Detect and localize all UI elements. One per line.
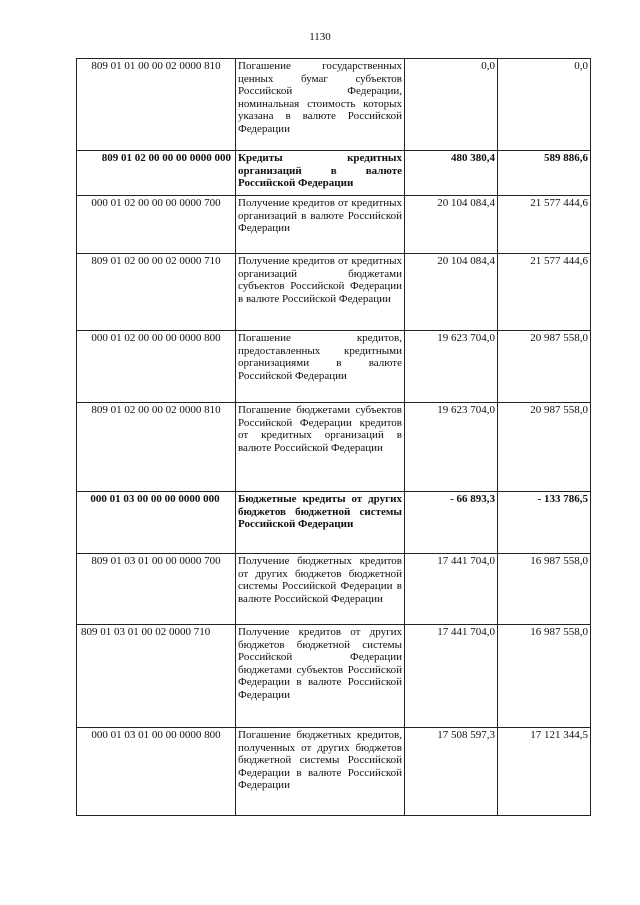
budget-code-cell: 000 01 03 00 00 00 0000 000 bbox=[77, 492, 236, 554]
budget-code-cell: 809 01 01 00 00 02 0000 810 bbox=[77, 59, 236, 151]
budget-code-cell: 000 01 02 00 00 00 0000 700 bbox=[77, 196, 236, 254]
table-row bbox=[77, 254, 591, 331]
value-year-2-cell: 20 987 558,0 bbox=[498, 403, 591, 492]
value-year-1-cell: 20 104 084,4 bbox=[405, 254, 498, 331]
budget-sources-table bbox=[76, 58, 591, 816]
value-year-1-cell: 17 441 704,0 bbox=[405, 554, 498, 625]
row-name-cell: Получение кредитов от других бюджетов бюджетной системы Российской Федерации бюджетами субъектов Российской Федерации в валюте Российской Федерации bbox=[236, 625, 405, 728]
value-year-1-cell: 17 508 597,3 bbox=[405, 728, 498, 816]
table-row bbox=[77, 492, 591, 554]
table-row bbox=[77, 196, 591, 254]
table-row bbox=[77, 403, 591, 492]
table-row bbox=[77, 625, 591, 728]
row-name-cell: Погашение бюджетных кредитов, полученных от других бюджетов бюджетной системы Российской Федерации в валюте Российской Федерации bbox=[236, 728, 405, 816]
budget-code-cell: 809 01 03 01 00 02 0000 710 bbox=[77, 625, 236, 728]
row-name-cell: Получение бюджетных кредитов от других бюджетов бюджетной системы Российской Федерации в валюте Российской Федерации bbox=[236, 554, 405, 625]
budget-code-cell: 000 01 03 01 00 00 0000 800 bbox=[77, 728, 236, 816]
value-year-1-cell: 19 623 704,0 bbox=[405, 331, 498, 403]
row-name-cell: Получение кредитов от кредитных организаций в валюте Российской Федерации bbox=[236, 196, 405, 254]
page-number: 1130 bbox=[309, 31, 331, 43]
budget-code-cell: 809 01 02 00 00 02 0000 810 bbox=[77, 403, 236, 492]
value-year-2-cell: 589 886,6 bbox=[498, 151, 591, 196]
table-row bbox=[77, 728, 591, 816]
value-year-1-cell: 19 623 704,0 bbox=[405, 403, 498, 492]
value-year-1-cell: 0,0 bbox=[405, 59, 498, 151]
value-year-2-cell: 16 987 558,0 bbox=[498, 625, 591, 728]
budget-code-cell: 000 01 02 00 00 00 0000 800 bbox=[77, 331, 236, 403]
row-name-cell: Погашение бюджетами субъектов Российской Федерации кредитов от кредитных организаций в валюте Российской Федерации bbox=[236, 403, 405, 492]
value-year-1-cell: 20 104 084,4 bbox=[405, 196, 498, 254]
value-year-1-cell: 480 380,4 bbox=[405, 151, 498, 196]
row-name-cell: Бюджетные кредиты от других бюджетов бюджетной системы Российской Федерации bbox=[236, 492, 405, 554]
row-name-cell: Получение кредитов от кредитных организаций бюджетами субъектов Российской Федерации в валюте Российской Федерации bbox=[236, 254, 405, 331]
table-row bbox=[77, 59, 591, 151]
budget-code-cell: 809 01 02 00 00 00 0000 000 bbox=[77, 151, 236, 196]
value-year-2-cell: - 133 786,5 bbox=[498, 492, 591, 554]
value-year-1-cell: 17 441 704,0 bbox=[405, 625, 498, 728]
value-year-2-cell: 0,0 bbox=[498, 59, 591, 151]
table-row bbox=[77, 554, 591, 625]
budget-code-cell: 809 01 03 01 00 00 0000 700 bbox=[77, 554, 236, 625]
row-name-cell: Кредиты кредитных организаций в валюте Российской Федерации bbox=[236, 151, 405, 196]
value-year-2-cell: 16 987 558,0 bbox=[498, 554, 591, 625]
table-row bbox=[77, 331, 591, 403]
row-name-cell: Погашение кредитов, предоставленных кредитными организациями в валюте Российской Федерации bbox=[236, 331, 405, 403]
value-year-2-cell: 17 121 344,5 bbox=[498, 728, 591, 816]
value-year-2-cell: 21 577 444,6 bbox=[498, 254, 591, 331]
value-year-2-cell: 21 577 444,6 bbox=[498, 196, 591, 254]
table-row bbox=[77, 151, 591, 196]
budget-code-cell: 809 01 02 00 00 02 0000 710 bbox=[77, 254, 236, 331]
value-year-2-cell: 20 987 558,0 bbox=[498, 331, 591, 403]
row-name-cell: Погашение государственных ценных бумаг субъектов Российской Федерации, номинальная стоимость которых указана в валюте Российской Федерации bbox=[236, 59, 405, 151]
value-year-1-cell: - 66 893,3 bbox=[405, 492, 498, 554]
